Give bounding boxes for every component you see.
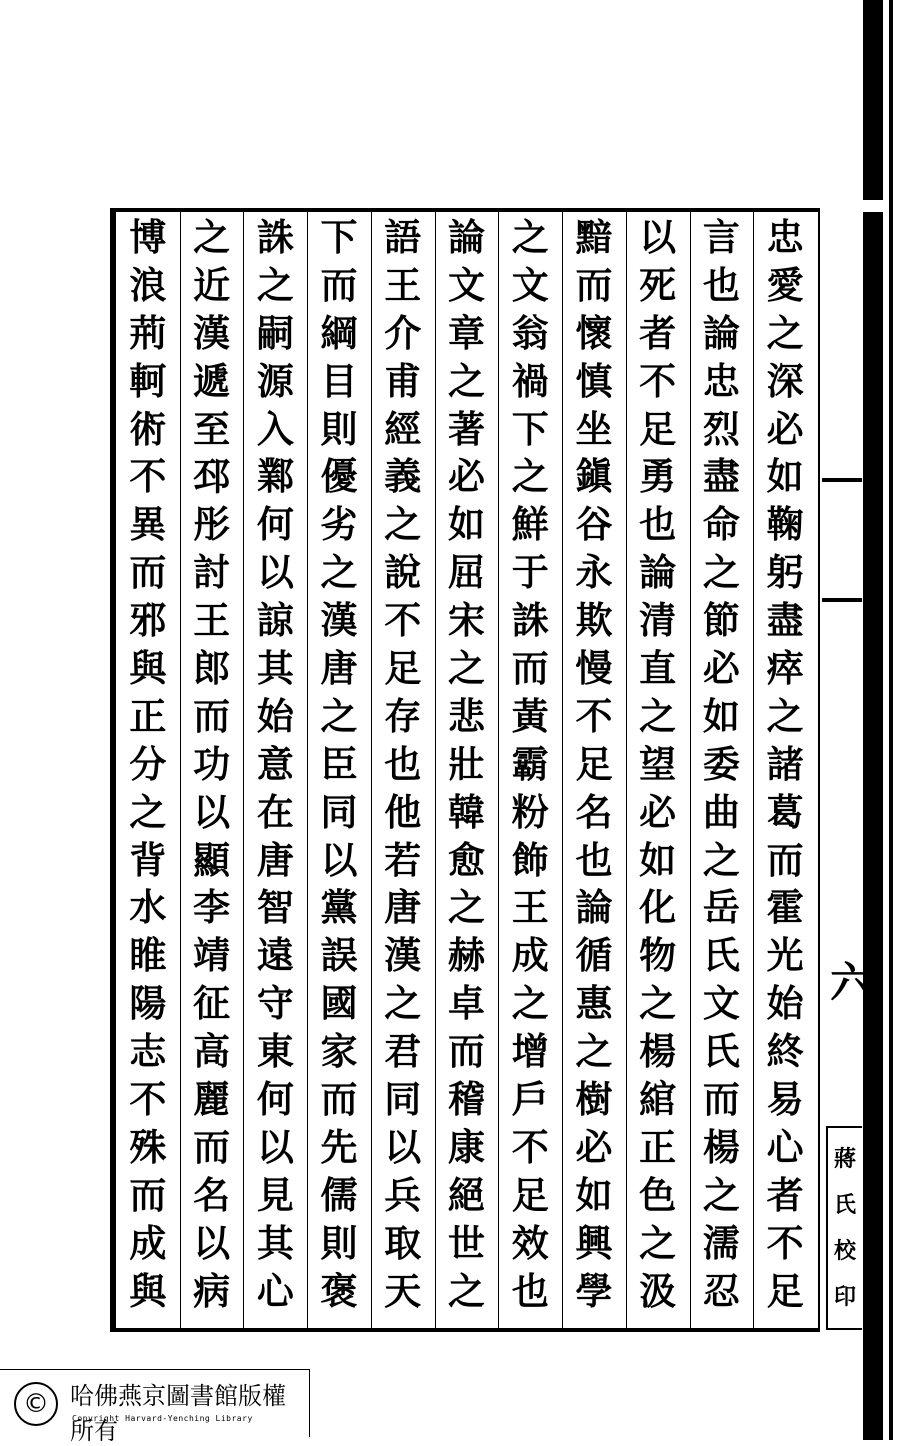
column-char: 霸 <box>511 741 549 786</box>
column-char: 儒 <box>320 1172 358 1217</box>
column-char: 足 <box>639 406 677 451</box>
column-char: 足 <box>511 1172 549 1217</box>
column-char: 諒 <box>256 598 294 643</box>
column-char: 彤 <box>193 502 231 547</box>
column-char: 智 <box>256 885 294 930</box>
column-char: 異 <box>129 502 167 547</box>
column-divider <box>371 212 372 1330</box>
seal-char: 印 <box>833 1284 856 1310</box>
column-char: 忠 <box>702 358 740 403</box>
column-char: 章 <box>448 310 485 355</box>
column-char: 取 <box>384 1220 422 1265</box>
column-char: 綰 <box>639 1077 677 1122</box>
column-char: 循 <box>575 933 613 978</box>
column-char: 勇 <box>639 454 677 499</box>
column-char: 岳 <box>702 885 740 930</box>
collector-seal <box>826 1126 862 1330</box>
column-char: 韓 <box>448 789 485 834</box>
column-char: 見 <box>256 1172 294 1217</box>
column-char: 之 <box>511 454 549 499</box>
column-divider <box>562 212 563 1330</box>
column-char: 壯 <box>448 741 485 786</box>
column-char: 論 <box>575 885 613 930</box>
column-char: 唐 <box>256 837 294 882</box>
text-column <box>631 214 685 1318</box>
column-char: 委 <box>702 741 740 786</box>
column-char: 之 <box>639 693 677 738</box>
column-char: 漢 <box>193 310 231 355</box>
column-char: 坐 <box>575 406 613 451</box>
column-char: 而 <box>575 262 613 307</box>
column-char: 文 <box>511 262 549 307</box>
column-char: 者 <box>639 310 677 355</box>
column-char: 意 <box>256 741 294 786</box>
page-number: 六 <box>830 958 873 1007</box>
column-char: 之 <box>384 981 422 1026</box>
column-char: 劣 <box>320 502 358 547</box>
column-char: 以 <box>320 837 358 882</box>
column-char: 國 <box>320 981 358 1026</box>
column-char: 漢 <box>384 933 422 978</box>
column-char: 經 <box>384 406 422 451</box>
column-char: 之 <box>320 693 358 738</box>
column-char: 與 <box>129 646 167 691</box>
column-char: 盡 <box>702 454 740 499</box>
column-char: 邳 <box>193 454 231 499</box>
column-char: 之 <box>702 837 740 882</box>
column-char: 睢 <box>129 933 167 978</box>
column-char: 而 <box>193 693 231 738</box>
column-char: 唐 <box>320 646 358 691</box>
text-column <box>440 214 494 1318</box>
column-char: 之 <box>448 885 485 930</box>
column-char: 始 <box>256 693 294 738</box>
column-char: 浪 <box>129 262 167 307</box>
text-column <box>312 214 366 1318</box>
column-char: 永 <box>575 550 613 595</box>
column-char: 兵 <box>384 1172 422 1217</box>
column-char: 則 <box>320 406 358 451</box>
column-char: 死 <box>639 262 677 307</box>
column-char: 遠 <box>256 933 294 978</box>
column-char: 必 <box>702 646 740 691</box>
column-char: 文 <box>702 981 740 1026</box>
column-char: 至 <box>193 406 231 451</box>
column-char: 也 <box>575 837 613 882</box>
column-char: 不 <box>766 1220 804 1265</box>
column-char: 君 <box>384 1029 422 1074</box>
seal-char: 氏 <box>833 1192 856 1218</box>
column-char: 功 <box>193 741 231 786</box>
column-char: 諸 <box>766 741 804 786</box>
column-char: 以 <box>256 550 294 595</box>
column-char: 也 <box>639 502 677 547</box>
column-char: 絕 <box>448 1172 485 1217</box>
column-char: 之 <box>702 550 740 595</box>
column-char: 之 <box>448 646 485 691</box>
column-char: 始 <box>766 981 804 1026</box>
column-char: 則 <box>320 1220 358 1265</box>
text-column <box>376 214 430 1318</box>
column-char: 物 <box>639 933 677 978</box>
column-char: 節 <box>702 598 740 643</box>
column-char: 屈 <box>448 550 485 595</box>
column-char: 王 <box>193 598 231 643</box>
column-char: 光 <box>766 933 804 978</box>
column-char: 同 <box>384 1077 422 1122</box>
copyright-stamp <box>0 1369 310 1445</box>
column-char: 黃 <box>511 693 549 738</box>
column-char: 綱 <box>320 310 358 355</box>
text-column <box>121 214 175 1318</box>
column-char: 王 <box>511 885 549 930</box>
column-char: 義 <box>384 454 422 499</box>
column-char: 之 <box>639 1220 677 1265</box>
column-char: 之 <box>256 262 294 307</box>
column-char: 如 <box>702 693 740 738</box>
column-char: 東 <box>256 1029 294 1074</box>
column-divider <box>180 212 181 1330</box>
column-char: 王 <box>384 262 422 307</box>
column-divider <box>753 212 754 1330</box>
page-edge-line <box>889 0 893 1440</box>
column-char: 康 <box>448 1124 485 1169</box>
column-char: 必 <box>766 406 804 451</box>
column-char: 以 <box>384 1124 422 1169</box>
column-char: 也 <box>702 262 740 307</box>
column-char: 其 <box>256 1220 294 1265</box>
column-char: 鞠 <box>766 502 804 547</box>
column-char: 愛 <box>766 262 804 307</box>
column-char: 志 <box>129 1029 167 1074</box>
column-char: 卓 <box>448 981 485 1026</box>
column-char: 之 <box>320 550 358 595</box>
column-char: 以 <box>639 215 677 259</box>
column-char: 足 <box>384 646 422 691</box>
column-char: 愈 <box>448 837 485 882</box>
column-char: 褒 <box>320 1268 358 1313</box>
column-char: 征 <box>193 981 231 1026</box>
column-char: 瘁 <box>766 646 804 691</box>
column-char: 如 <box>448 502 485 547</box>
column-char: 之 <box>384 502 422 547</box>
column-char: 甫 <box>384 358 422 403</box>
column-char: 而 <box>702 1077 740 1122</box>
text-column <box>503 214 557 1318</box>
column-char: 宋 <box>448 598 485 643</box>
column-char: 討 <box>193 550 231 595</box>
column-char: 直 <box>639 646 677 691</box>
column-divider <box>307 212 308 1330</box>
column-char: 烈 <box>702 406 740 451</box>
column-char: 病 <box>193 1268 231 1313</box>
column-divider <box>498 212 499 1330</box>
column-char: 論 <box>639 550 677 595</box>
column-char: 如 <box>639 837 677 882</box>
column-char: 下 <box>511 406 549 451</box>
column-char: 下 <box>320 215 358 259</box>
column-char: 不 <box>575 693 613 738</box>
column-char: 存 <box>384 693 422 738</box>
column-char: 何 <box>256 1077 294 1122</box>
column-char: 術 <box>129 406 167 451</box>
column-char: 他 <box>384 789 422 834</box>
column-char: 成 <box>511 933 549 978</box>
column-char: 說 <box>384 550 422 595</box>
column-char: 戶 <box>511 1077 549 1122</box>
column-char: 于 <box>511 550 549 595</box>
column-char: 目 <box>320 358 358 403</box>
column-char: 清 <box>639 598 677 643</box>
column-char: 曲 <box>702 789 740 834</box>
copyright-icon: © <box>14 1382 58 1426</box>
column-char: 之 <box>575 1029 613 1074</box>
column-char: 霍 <box>766 885 804 930</box>
column-char: 氏 <box>702 1029 740 1074</box>
column-char: 樹 <box>575 1077 613 1122</box>
column-char: 言 <box>702 215 740 259</box>
column-char: 誅 <box>511 598 549 643</box>
column-char: 興 <box>575 1220 613 1265</box>
column-char: 懷 <box>575 310 613 355</box>
column-char: 楊 <box>639 1029 677 1074</box>
column-char: 之 <box>511 215 549 259</box>
column-char: 語 <box>384 215 422 259</box>
column-divider <box>690 212 691 1330</box>
column-char: 漢 <box>320 598 358 643</box>
column-char: 谷 <box>575 502 613 547</box>
column-divider <box>626 212 627 1330</box>
column-char: 靖 <box>193 933 231 978</box>
text-column <box>248 214 302 1318</box>
column-char: 若 <box>384 837 422 882</box>
column-char: 禍 <box>511 358 549 403</box>
fold-fishtail-mark <box>822 478 862 482</box>
column-char: 誅 <box>256 215 294 259</box>
column-char: 盡 <box>766 598 804 643</box>
column-char: 不 <box>511 1124 549 1169</box>
column-char: 鮮 <box>511 502 549 547</box>
text-column <box>694 214 748 1318</box>
text-column <box>185 214 239 1318</box>
column-divider <box>435 212 436 1330</box>
text-column <box>758 214 812 1318</box>
column-char: 論 <box>448 215 485 259</box>
column-char: 化 <box>639 885 677 930</box>
column-char: 天 <box>384 1268 422 1313</box>
column-char: 以 <box>256 1124 294 1169</box>
column-char: 之 <box>448 358 485 403</box>
column-char: 同 <box>320 789 358 834</box>
column-char: 必 <box>448 454 485 499</box>
column-char: 正 <box>129 693 167 738</box>
column-char: 心 <box>766 1124 804 1169</box>
column-char: 麗 <box>193 1077 231 1122</box>
column-char: 學 <box>575 1268 613 1313</box>
column-char: 近 <box>193 262 231 307</box>
column-char: 而 <box>766 837 804 882</box>
column-char: 心 <box>256 1268 294 1313</box>
column-char: 之 <box>702 1172 740 1217</box>
column-char: 以 <box>193 1220 231 1265</box>
column-char: 遞 <box>193 358 231 403</box>
column-char: 而 <box>320 1077 358 1122</box>
column-char: 赫 <box>448 933 485 978</box>
column-char: 而 <box>193 1124 231 1169</box>
column-char: 氏 <box>702 933 740 978</box>
column-char: 也 <box>511 1268 549 1313</box>
column-char: 之 <box>448 1268 485 1313</box>
column-char: 而 <box>129 550 167 595</box>
column-char: 之 <box>193 215 231 259</box>
column-char: 命 <box>702 502 740 547</box>
column-char: 躬 <box>766 550 804 595</box>
column-char: 名 <box>193 1172 231 1217</box>
column-char: 世 <box>448 1220 485 1265</box>
column-char: 效 <box>511 1220 549 1265</box>
column-char: 以 <box>193 789 231 834</box>
column-char: 而 <box>448 1029 485 1074</box>
column-char: 不 <box>384 598 422 643</box>
column-char: 李 <box>193 885 231 930</box>
column-char: 正 <box>639 1124 677 1169</box>
column-char: 在 <box>256 789 294 834</box>
column-char: 黯 <box>575 215 613 259</box>
column-char: 其 <box>256 646 294 691</box>
column-char: 如 <box>575 1172 613 1217</box>
copyright-text-chinese: 哈佛燕京圖書館版權所有 <box>70 1382 286 1445</box>
column-char: 終 <box>766 1029 804 1074</box>
column-char: 顯 <box>193 837 231 882</box>
column-char: 何 <box>256 502 294 547</box>
column-divider <box>243 212 244 1330</box>
column-char: 守 <box>256 981 294 1026</box>
seal-char: 校 <box>833 1238 856 1264</box>
column-char: 如 <box>766 454 804 499</box>
column-char: 不 <box>639 358 677 403</box>
column-char: 論 <box>702 310 740 355</box>
column-char: 郎 <box>193 646 231 691</box>
page-edge-gap <box>863 200 889 212</box>
column-char: 惠 <box>575 981 613 1026</box>
column-char: 稽 <box>448 1077 485 1122</box>
column-char: 介 <box>384 310 422 355</box>
column-char: 之 <box>129 789 167 834</box>
column-char: 之 <box>766 693 804 738</box>
column-char: 濡 <box>702 1220 740 1265</box>
column-char: 唐 <box>384 885 422 930</box>
column-char: 源 <box>256 358 294 403</box>
copyright-text-english: Copyright Harvard-Yenching Library <box>72 1414 253 1423</box>
column-char: 誤 <box>320 933 358 978</box>
column-char: 也 <box>384 741 422 786</box>
column-char: 臣 <box>320 741 358 786</box>
column-char: 者 <box>766 1172 804 1217</box>
column-char: 不 <box>129 1077 167 1122</box>
column-char: 足 <box>575 741 613 786</box>
column-char: 葛 <box>766 789 804 834</box>
column-char: 高 <box>193 1029 231 1074</box>
column-char: 黨 <box>320 885 358 930</box>
column-char: 優 <box>320 454 358 499</box>
column-char: 忍 <box>702 1268 740 1313</box>
column-char: 分 <box>129 741 167 786</box>
column-char: 博 <box>129 215 167 259</box>
column-char: 悲 <box>448 693 485 738</box>
column-char: 成 <box>129 1220 167 1265</box>
column-char: 楊 <box>702 1124 740 1169</box>
column-char: 入 <box>256 406 294 451</box>
column-char: 著 <box>448 406 485 451</box>
column-char: 荊 <box>129 310 167 355</box>
column-char: 足 <box>766 1268 804 1313</box>
column-char: 家 <box>320 1029 358 1074</box>
column-char: 與 <box>129 1268 167 1313</box>
column-char: 之 <box>639 981 677 1026</box>
column-char: 增 <box>511 1029 549 1074</box>
column-char: 水 <box>129 885 167 930</box>
column-char: 而 <box>511 646 549 691</box>
column-char: 汲 <box>639 1268 677 1313</box>
column-char: 深 <box>766 358 804 403</box>
column-char: 陽 <box>129 981 167 1026</box>
column-char: 而 <box>129 1172 167 1217</box>
column-char: 而 <box>320 262 358 307</box>
column-char: 鄴 <box>256 454 294 499</box>
column-char: 文 <box>448 262 485 307</box>
column-char: 色 <box>639 1172 677 1217</box>
column-char: 翁 <box>511 310 549 355</box>
column-char: 鎭 <box>575 454 613 499</box>
column-char: 慎 <box>575 358 613 403</box>
text-column <box>567 214 621 1318</box>
seal-char: 蔣 <box>833 1146 856 1172</box>
column-char: 之 <box>511 981 549 1026</box>
column-char: 必 <box>575 1124 613 1169</box>
column-char: 必 <box>639 789 677 834</box>
column-char: 粉 <box>511 789 549 834</box>
column-char: 忠 <box>766 215 804 259</box>
column-char: 易 <box>766 1077 804 1122</box>
page-edge-binding <box>863 0 883 1440</box>
column-char: 殊 <box>129 1124 167 1169</box>
column-char: 欺 <box>575 598 613 643</box>
column-char: 先 <box>320 1124 358 1169</box>
column-char: 之 <box>766 310 804 355</box>
column-char: 望 <box>639 741 677 786</box>
column-char: 飾 <box>511 837 549 882</box>
column-char: 慢 <box>575 646 613 691</box>
column-char: 嗣 <box>256 310 294 355</box>
column-char: 背 <box>129 837 167 882</box>
column-char: 邪 <box>129 598 167 643</box>
column-char: 名 <box>575 789 613 834</box>
column-char: 不 <box>129 454 167 499</box>
column-char: 軻 <box>129 358 167 403</box>
fold-fishtail-mark <box>822 598 862 602</box>
